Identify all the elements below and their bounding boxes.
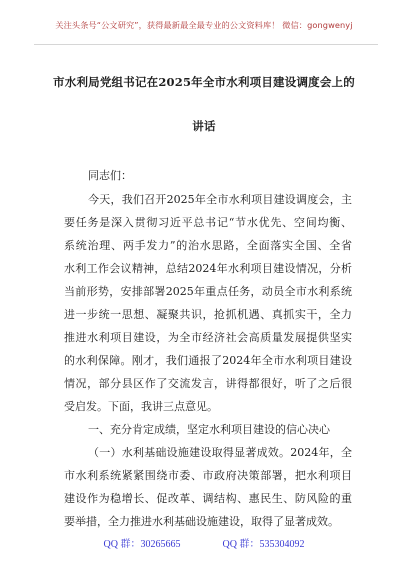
paragraph-line: 进一步统一思想、凝聚共识，抢抓机遇、真抓实干，全力 <box>64 308 352 321</box>
greeting: 同志们： <box>88 169 132 182</box>
header-banner: 关注头条号“公文研究”，获得最新最全最专业的公文资料库！ 微信：gongwenyj <box>55 20 353 30</box>
footer-qq-group-1: QQ 群：30265665 <box>103 539 181 550</box>
footer <box>0 535 408 550</box>
paragraph-line: 水利工作会议精神，总结2024年水利项目建设情况，分析 <box>64 262 352 275</box>
paragraph-line: 今天，我们召开2025年全市水利项目建设调度会，主 <box>88 193 352 206</box>
paragraph-line: 市水利系统紧紧围绕市委、市政府决策部署，把水利项目 <box>64 469 352 482</box>
paragraph-line: 的水利保障。刚才，我们通报了2024年全市水利项目建设 <box>64 354 352 367</box>
paragraph-line: 受启发。下面，我讲三点意见。 <box>64 400 218 413</box>
document-title-continued: 讲话 <box>192 119 216 133</box>
document-title: 市水利局党组书记在2025年全市水利项目建设调度会上的 <box>53 75 355 89</box>
header-divider <box>34 44 378 45</box>
footer-qq-group-2: QQ 群：535304092 <box>222 539 305 550</box>
paragraph-line: 建设作为稳增长、促改革、调结构、惠民生、防风险的重 <box>64 492 352 505</box>
paragraph-line: （一）水利基础设施建设取得显著成效。2024年，全 <box>88 446 352 459</box>
paragraph-line: 当前形势，安排部署2025年重点任务，动员全市水利系统 <box>64 285 352 298</box>
paragraph-line: 情况，部分县区作了交流发言，讲得都很好，听了之后很 <box>64 377 352 390</box>
section-heading: 一、充分肯定成绩，坚定水利项目建设的信心决心 <box>88 423 330 436</box>
paragraph-line: 系统治理、两手发力”的治水思路，全面落实全国、全省 <box>64 239 352 252</box>
paragraph-line: 要任务是深入贯彻习近平总书记“节水优先、空间均衡、 <box>64 216 352 229</box>
paragraph-line: 要举措，全力推进水利基础设施建设，取得了显著成效。 <box>64 515 339 528</box>
paragraph-line: 推进水利项目建设，为全市经济社会高质量发展提供坚实 <box>64 331 352 344</box>
